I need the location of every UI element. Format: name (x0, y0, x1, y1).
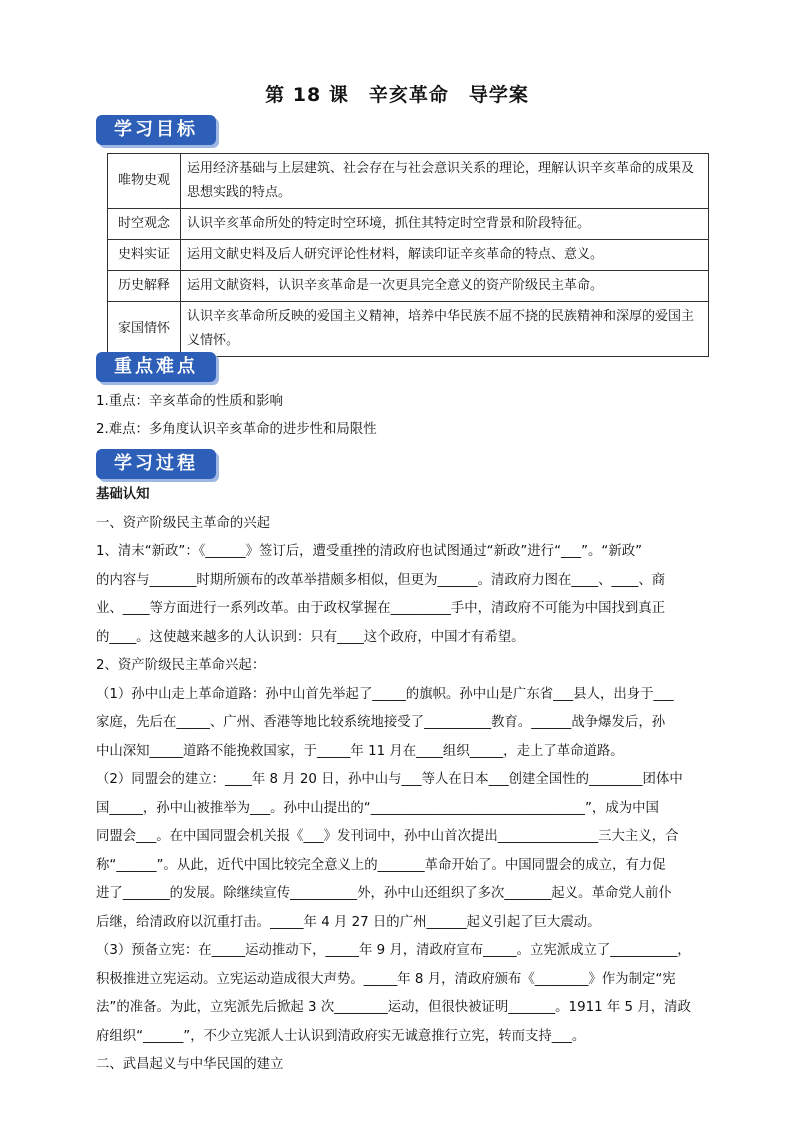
table-row (108, 271, 709, 302)
goal-value: 认识辛亥革命所处的特定时空环境，抓住其特定时空背景和阶段特征。 (181, 209, 709, 240)
content-line: 进了_______的发展。除继续宣传__________外，孙中山还组织了多次_______起义。革命党人前仆 (96, 886, 672, 901)
goal-key: 时空观念 (108, 209, 181, 240)
goals-table (107, 153, 709, 357)
goal-value: 运用文献资料，认识辛亥革命是一次更具完全意义的资产阶级民主革命。 (181, 271, 709, 302)
content-line: 二、武昌起义与中华民国的建立 (96, 1057, 284, 1072)
table-row (108, 240, 709, 271)
content-line: （3）预备立宪：在_____运动推动下，_____年 9 月，清政府宣布_____。立宪派成立了__________， (96, 943, 691, 958)
content-line: 的内容与_______时期所颁布的改革举措颇多相似，但更为______。清政府力图在____、____、商 (96, 572, 666, 588)
content-line: （2）同盟会的建立：____年 8 月 20 日，孙中山与___等人在日本___创建全国性的________团体中 (96, 772, 683, 787)
content-line: 2、资产阶级民主革命兴起： (96, 658, 266, 673)
section-banner-goals: 学习目标 (96, 115, 216, 145)
key-point: 1.重点：辛亥革命的性质和影响 (96, 394, 283, 409)
content-line: 法”的准备。为此，立宪派先后掀起 3 次________运动，但很快被证明_______。1911 年 5 月，清政 (96, 1000, 691, 1015)
content-line: 的____。这使越来越多的人认识到：只有____这个政府，中国才有希望。 (96, 629, 525, 645)
goal-value: 运用经济基础与上层建筑、社会存在与社会意识关系的理论，理解认识辛亥革命的成果及思想实践的特点。 (181, 154, 709, 209)
content-line: 一、资产阶级民主革命的兴起 (96, 515, 271, 531)
content-line: 1、清末“新政”：《______》签订后，遭受重挫的清政府也试图通过“新政”进行“___”。“新政” (96, 544, 643, 559)
key-point: 2.难点：多角度认识辛亥革命的进步性和局限性 (96, 422, 377, 437)
content-line: 府组织“______”，不少立宪派人士认识到清政府实无诚意推行立宪，转而支持___。 (96, 1028, 586, 1044)
goal-key: 史料实证 (108, 240, 181, 271)
goal-key: 历史解释 (108, 271, 181, 302)
table-row (108, 209, 709, 240)
content-line: 后继，给清政府以沉重打击。_____年 4 月 27 日的广州______起义引起了巨大震动。 (96, 914, 601, 930)
goal-value: 运用文献史料及后人研究评论性材料，解读印证辛亥革命的特点、意义。 (181, 240, 709, 271)
goal-value: 认识辛亥革命所反映的爱国主义精神，培养中华民族不屈不挠的民族精神和深厚的爱国主义情怀。 (181, 302, 709, 357)
content-line: 中山深知_____道路不能挽救国家，于_____年 11 月在____组织_____，走上了革命道路。 (96, 743, 624, 759)
table-row (108, 302, 709, 357)
goal-key: 唯物史观 (108, 154, 181, 209)
goal-key: 家国情怀 (108, 302, 181, 357)
subheading: 基础认知 (96, 487, 150, 502)
content-line: 国_____，孙中山被推举为___。孙中山提出的“________________________________”，成为中国 (96, 800, 659, 816)
table-row (108, 154, 709, 209)
content-line: （1）孙中山走上革命道路：孙中山首先举起了_____的旗帜。孙中山是广东省___县人，出身于___ (96, 686, 674, 702)
page-title: 第 18 课 辛亥革命 导学案 (265, 84, 529, 106)
content-line: 积极推进立宪运动。立宪运动造成很大声势。_____年 8 月，清政府颁布《________》作为制定“宪 (96, 971, 676, 987)
study-content (96, 481, 708, 1080)
section-banner-key-points: 重点难点 (96, 352, 216, 382)
key-points-list (96, 388, 708, 444)
content-line: 同盟会___。在中国同盟会机关报《___》发刊词中，孙中山首次提出_______________三大主义，合 (96, 829, 679, 844)
section-banner-process: 学习过程 (96, 449, 216, 479)
content-line: 家庭，先后在_____、广州、香港等地比较系统地接受了__________教育。______战争爆发后，孙 (96, 715, 666, 730)
content-line: 业、____等方面进行一系列改革。由于政权掌握在_________手中，清政府不可能为中国找到真正 (96, 601, 666, 616)
content-line: 称“______”。从此，近代中国比较完全意义上的_______革命开始了。中国同盟会的成立，有力促 (96, 857, 666, 873)
